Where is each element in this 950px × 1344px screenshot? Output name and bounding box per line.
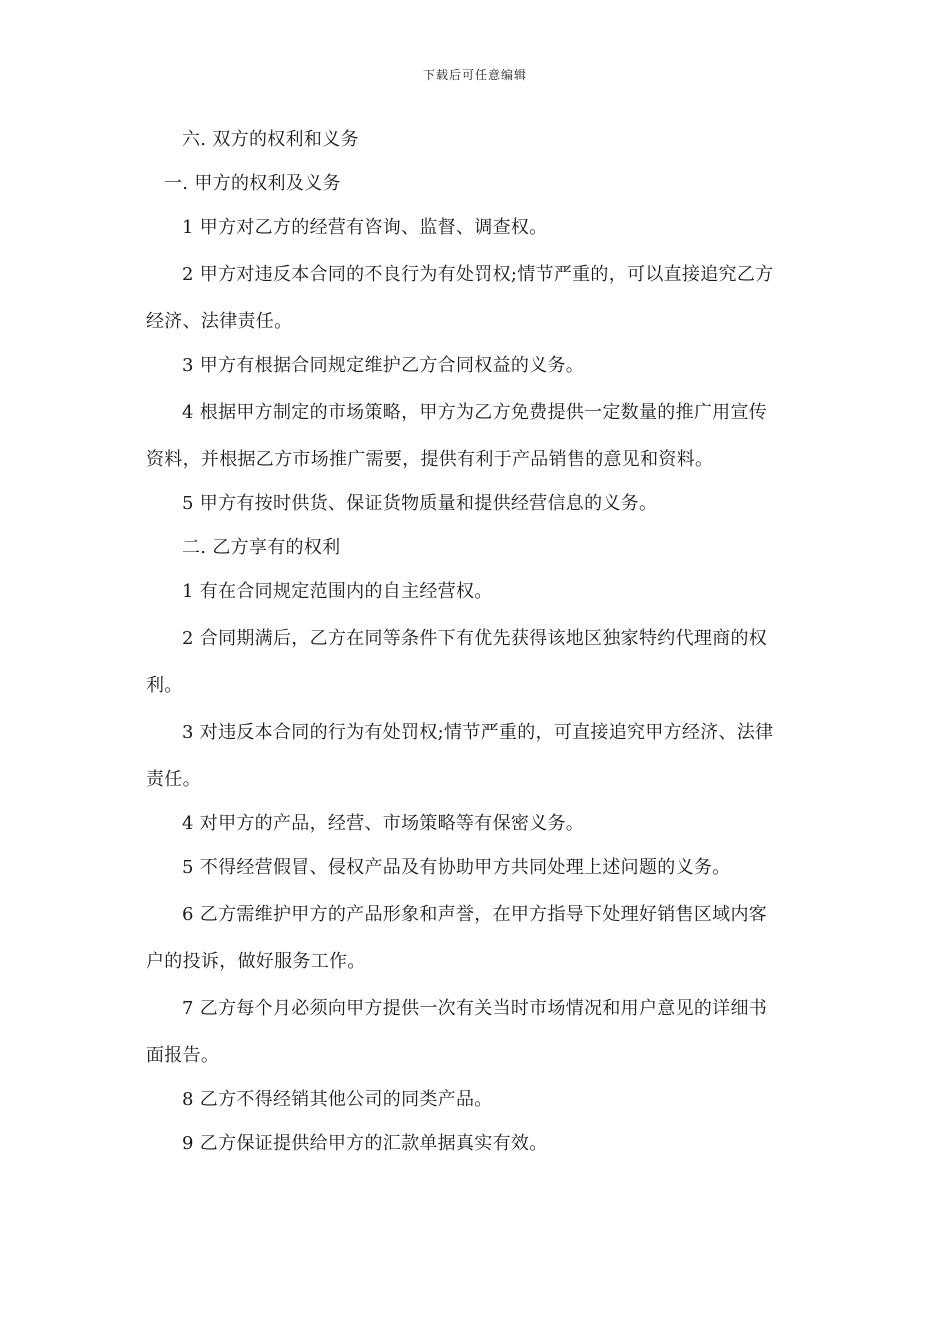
clause-b2-line1: 2 合同期满后，乙方在同等条件下有优先获得该地区独家特约代理商的权 <box>182 628 768 649</box>
clause-a1: 1 甲方对乙方的经营有咨询、监督、调查权。 <box>182 217 548 238</box>
clause-a2-line2: 经济、法律责任。 <box>146 311 293 332</box>
clause-b4: 4 对甲方的产品，经营、市场策略等有保密义务。 <box>182 813 585 834</box>
clause-a3: 3 甲方有根据合同规定维护乙方合同权益的义务。 <box>182 355 585 376</box>
clause-b1: 1 有在合同规定范围内的自主经营权。 <box>182 581 493 602</box>
clause-b3-line1: 3 对违反本合同的行为有处罚权;情节严重的，可直接追究甲方经济、法律 <box>182 722 774 743</box>
clause-a5: 5 甲方有按时供货、保证货物质量和提供经营信息的义务。 <box>182 493 658 514</box>
clause-b6-line2: 户的投诉，做好服务工作。 <box>146 951 366 972</box>
clause-a4-line1: 4 根据甲方制定的市场策略，甲方为乙方免费提供一定数量的推广用宣传 <box>182 402 768 423</box>
document-body <box>146 118 806 1166</box>
party-b-heading: 二. 乙方享有的权利 <box>182 537 341 558</box>
clause-b7-line2: 面报告。 <box>146 1045 220 1066</box>
clause-a4-line2: 资料，并根据乙方市场推广需要，提供有利于产品销售的意见和资料。 <box>146 449 714 470</box>
clause-b6-line1: 6 乙方需维护甲方的产品形象和声誉，在甲方指导下处理好销售区域内客 <box>182 904 768 925</box>
clause-b8: 8 乙方不得经销其他公司的同类产品。 <box>182 1089 493 1110</box>
clause-b2-line2: 利。 <box>146 675 183 696</box>
clause-a2-line1: 2 甲方对违反本合同的不良行为有处罚权;情节严重的，可以直接追究乙方 <box>182 264 774 285</box>
party-a-heading: 一. 甲方的权利及义务 <box>164 173 341 194</box>
clause-b9: 9 乙方保证提供给甲方的汇款单据真实有效。 <box>182 1133 548 1154</box>
clause-b7-line1: 7 乙方每个月必须向甲方提供一次有关当时市场情况和用户意见的详细书 <box>182 998 768 1019</box>
header-note: 下载后可任意编辑 <box>422 68 527 82</box>
clause-b5: 5 不得经营假冒、侵权产品及有协助甲方共同处理上述问题的义务。 <box>182 857 731 878</box>
section-title: 六. 双方的权利和义务 <box>182 129 359 150</box>
clause-b3-line2: 责任。 <box>146 769 201 790</box>
